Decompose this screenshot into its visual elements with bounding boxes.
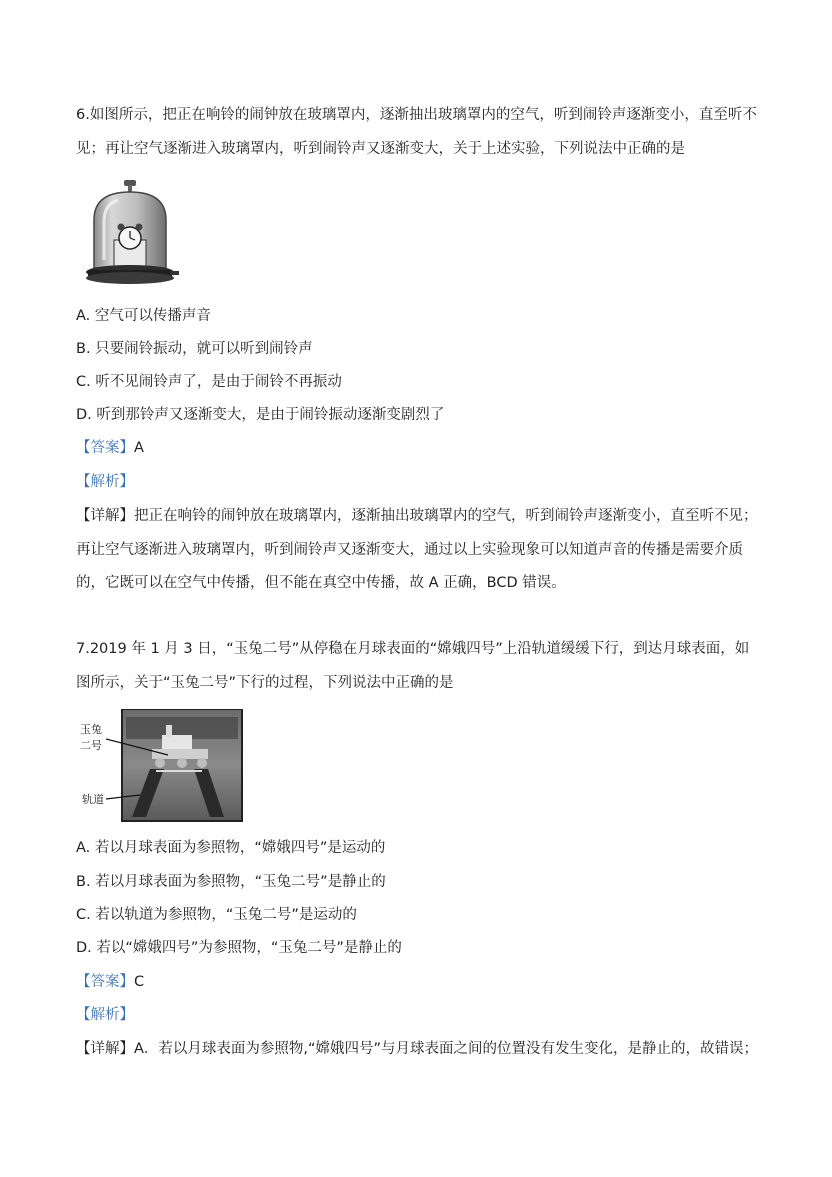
q7-answer-value: C xyxy=(134,974,145,990)
q6-option-d: D. 听到那铃声又逐渐变大，是由于闹铃振动逐渐变剧烈了 xyxy=(76,407,445,423)
q7-detail-tag: 【详解】 xyxy=(76,1041,134,1057)
q7-stem-line-1: 7.2019 年 1 月 3 日，“玉兔二号”从停稳在月球表面的“嫦娥四号”上沿轨道缓缓下行，到达月球表面，如 xyxy=(76,641,750,657)
q7-figure-label-track: 轨道 xyxy=(82,793,104,806)
q6-option-a: A. 空气可以传播声音 xyxy=(76,308,211,324)
q7-figure-label-rover-2: 二号 xyxy=(80,739,102,752)
q6-analysis-tag: 【解析】 xyxy=(76,474,134,490)
q6-detail-line-1 xyxy=(76,506,758,526)
q6-detail-text-1: 把正在响铃的闹钟放在玻璃罩内，逐渐抽出玻璃罩内的空气，听到闹铃声逐渐变小，直至听不见； xyxy=(134,508,758,524)
q7-answer xyxy=(76,972,144,992)
q6-stem-line-2: 见；再让空气逐渐进入玻璃罩内，听到闹铃声又逐渐变大，关于上述实验，下列说法中正确的是 xyxy=(76,141,685,157)
q6-detail-tag: 【详解】 xyxy=(76,508,134,524)
q7-analysis-tag: 【解析】 xyxy=(76,1007,134,1023)
bell-jar-alarm-clock-icon xyxy=(84,180,180,288)
lunar-rover-photo-icon xyxy=(106,709,244,823)
q7-figure-label-rover xyxy=(80,722,102,754)
q6-detail-line-2: 再让空气逐渐进入玻璃罩内，听到闹铃声又逐渐变大，通过以上实验现象可以知道声音的传播是需要介质 xyxy=(76,542,743,558)
q7-answer-tag: 【答案】 xyxy=(76,974,134,990)
q7-figure-label-rover-1: 玉兔 xyxy=(80,723,102,736)
q6-answer-value: A xyxy=(134,440,144,456)
q6-answer xyxy=(76,438,144,458)
q7-stem-line-2: 图所示，关于“玉兔二号”下行的过程，下列说法中正确的是 xyxy=(76,675,454,691)
q6-stem-line-1: 6.如图所示，把正在响铃的闹钟放在玻璃罩内，逐渐抽出玻璃罩内的空气，听到闹铃声逐渐变小，直至听不 xyxy=(76,107,757,123)
q6-option-b: B. 只要闹铃振动，就可以听到闹铃声 xyxy=(76,341,313,357)
q7-detail-line-1 xyxy=(76,1039,758,1059)
q6-answer-tag: 【答案】 xyxy=(76,440,134,456)
q6-analysis xyxy=(76,472,134,492)
q7-option-d: D. 若以“嫦娥四号”为参照物，“玉兔二号”是静止的 xyxy=(76,940,402,956)
q7-option-a: A. 若以月球表面为参照物，“嫦娥四号”是运动的 xyxy=(76,840,386,856)
q7-analysis xyxy=(76,1005,134,1025)
q7-option-b: B. 若以月球表面为参照物，“玉兔二号”是静止的 xyxy=(76,874,386,890)
q6-option-c: C. 听不见闹铃声了，是由于闹铃不再振动 xyxy=(76,374,342,390)
q6-detail-line-3: 的，它既可以在空气中传播，但不能在真空中传播，故 A 正确，BCD 错误。 xyxy=(76,575,566,591)
q7-detail-text-1: A．若以月球表面为参照物,“嫦娥四号”与月球表面之间的位置没有发生变化，是静止的，故错误； xyxy=(134,1041,759,1057)
q7-option-c: C. 若以轨道为参照物，“玉兔二号”是运动的 xyxy=(76,907,357,923)
